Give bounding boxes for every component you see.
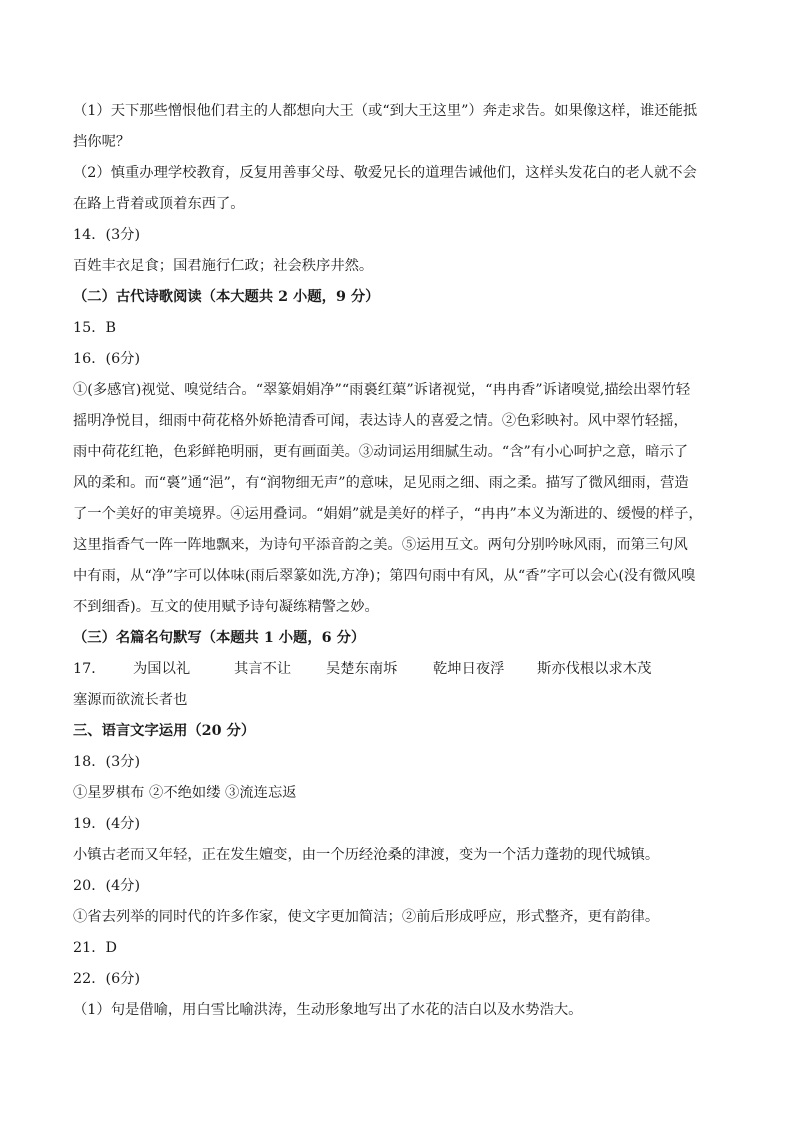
dictation-answer: 乾坤日夜浮 xyxy=(433,661,505,677)
answer-line: 这里指香气一阵一阵地飘来，为诗句平添音韵之美。⑤运用互文。两句分别吟咏风雨，而第三句风 xyxy=(73,537,688,553)
answer-line: 风的柔和。而“裛”通“浥”，有“润物细无声”的意味，足见雨之细、雨之柔。描写了微风细雨，营造 xyxy=(73,475,689,491)
question-number: 14．(3分) xyxy=(73,227,141,243)
answer-line: 雨中荷花红艳，色彩鲜艳明丽，更有画面美。③动词运用细腻生动。“含”有小心呵护之意，暗示了 xyxy=(73,444,689,460)
answer-line: 不到细香)。互文的使用赋予诗句凝练精警之妙。 xyxy=(73,599,379,615)
answer-line: （2）慎重办理学校教育，反复用善事父母、敬爱兄长的道理告诫他们，这样头发花白的老人就不会 xyxy=(73,165,697,181)
answer-line: 小镇古老而又年轻，正在发生嬗变，由一个历经沧桑的津渡，变为一个活力蓬勃的现代城镇。 xyxy=(73,847,660,863)
answer-line: （1）句是借喻，用白雪比喻洪涛，生动形象地写出了水花的洁白以及水势浩大。 xyxy=(73,1002,583,1018)
dictation-answer: 为国以礼 xyxy=(133,661,191,677)
answer-line: 中有雨，从“净”字可以体味(雨后翠篆如洗,方净)；第四句雨中有风，从“香”字可以会心(没有微风嗅 xyxy=(73,568,696,584)
question-number: 19．(4分) xyxy=(73,816,141,832)
section-heading: （三）名篇名句默写（本题共 1 小题，6 分） xyxy=(73,630,366,646)
question-number: 15．B xyxy=(73,320,116,336)
answer-line: 摇明净悦目，细雨中荷花格外娇艳清香可闻，表达诗人的喜爱之情。②色彩映衬。风中翠竹轻摇， xyxy=(73,413,688,429)
answer-line: 挡你呢？ xyxy=(73,134,131,150)
answer-line: 百姓丰衣足食；国君施行仁政；社会秩序井然。 xyxy=(73,258,374,274)
question-number: 17． xyxy=(73,661,106,677)
section-heading: （二）古代诗歌阅读（本大题共 2 小题，9 分） xyxy=(73,289,380,305)
section-heading: 三、语言文字运用（20 分） xyxy=(73,723,256,739)
answer-page xyxy=(73,96,713,1026)
question-number: 20．(4分) xyxy=(73,878,141,894)
question-number: 18．(3分) xyxy=(73,754,141,770)
dictation-answer: 斯亦伐根以求木茂 xyxy=(537,661,652,677)
dictation-answer: 其言不让 xyxy=(234,661,292,677)
answer-line: ①(多感官)视觉、嗅觉结合。“翠篆娟娟净”“雨裛红蕖”诉诸视觉，“冉冉香”诉诸嗅觉,描绘出翠竹轻 xyxy=(73,382,691,398)
question-number: 22．(6分) xyxy=(73,971,141,987)
question-number: 16．(6分) xyxy=(73,351,141,367)
answer-line: 了一个美好的审美境界。④运用叠词。“娟娟”就是美好的样子，“冉冉”本义为渐进的、缓慢的样子， xyxy=(73,506,703,522)
dictation-row xyxy=(73,654,713,685)
question-number: 21．D xyxy=(73,940,117,956)
answer-line: 塞源而欲流长者也 xyxy=(73,692,188,708)
answer-line: （1）天下那些憎恨他们君主的人都想向大王（或“到大王这里”）奔走求告。如果像这样，谁还能抵 xyxy=(73,103,698,119)
answer-line: ①星罗棋布 ②不绝如缕 ③流连忘返 xyxy=(73,785,297,801)
answer-line: ①省去列举的同时代的许多作家，使文字更加简洁；②前后形成呼应，形式整齐，更有韵律。 xyxy=(73,909,660,925)
dictation-answer: 吴楚东南坼 xyxy=(326,661,398,677)
answer-line: 在路上背着或顶着东西了。 xyxy=(73,196,245,212)
